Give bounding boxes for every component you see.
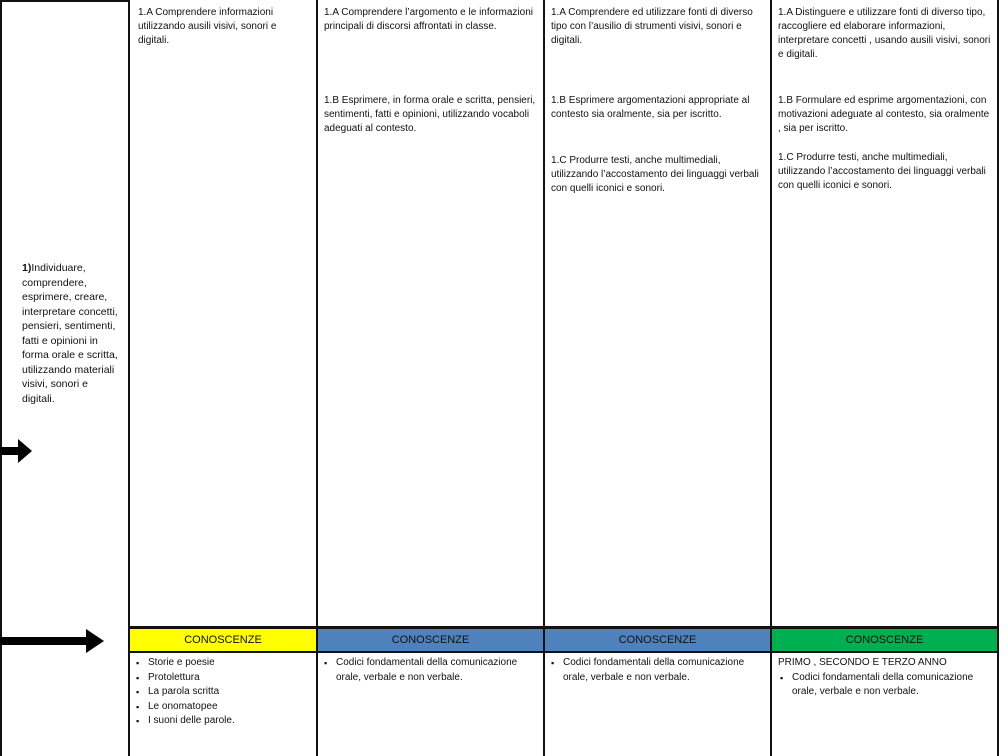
objective-text: 1.A Comprendere ed utilizzare fonti di diverso tipo con l’ausilio di strumenti visivi, sonori e digitali.: [551, 7, 753, 46]
arrow-right-icon: [0, 439, 34, 463]
knowledge-list: [549, 656, 767, 685]
knowledge-list: [322, 656, 540, 685]
objective-text: 1.B Esprimere, in forma orale e scritta, pensieri, sentimenti, fatti e opinioni, utilizzando vocaboli adeguati al contesto.: [324, 95, 536, 134]
grid-line: [0, 0, 128, 2]
knowledge-header: CONOSCENZE: [129, 628, 317, 652]
knowledge-header: CONOSCENZE: [771, 628, 998, 652]
list-item: ▪ La parola scritta: [134, 685, 312, 700]
objective-text: 1.A Comprendere informazioni utilizzando ausili visivi, sonori e digitali.: [138, 7, 277, 46]
list-item: ▪ I suoni delle parole.: [134, 714, 312, 729]
list-item: ▪ Protolettura: [134, 671, 312, 686]
list-item: ▪ Storie e poesie: [134, 656, 312, 671]
list-item: ▪ Codici fondamentali della comunicazione orale, verbale e non verbale.: [778, 671, 996, 700]
objective-text: 1.A Distinguere e utilizzare fonti di diverso tipo, raccogliere ed elaborare informazioni, interpretare concetti , usando ausili visivi, sonori e digitali.: [778, 7, 991, 60]
knowledge-list: [778, 656, 996, 700]
objective-text: 1.C Produrre testi, anche multimediali, utilizzando l’accostamento dei linguaggi verbali con quelli iconici e sonori.: [551, 155, 759, 194]
objective-text: 1.B Formulare ed esprime argomentazioni, con motivazioni adeguate al contesto, sia oralmente , sia per iscritto.: [778, 95, 990, 134]
competence-number: 1): [22, 262, 32, 274]
list-item: ▪ Codici fondamentali della comunicazione orale, verbale e non verbale.: [549, 656, 767, 685]
arrow-right-icon: [0, 629, 106, 653]
list-item: ▪ Codici fondamentali della comunicazione orale, verbale e non verbale.: [322, 656, 540, 685]
knowledge-list: [134, 656, 312, 729]
objective-text: 1.B Esprimere argomentazioni appropriate al contesto sia oralmente, sia per iscritto.: [551, 95, 750, 120]
knowledge-header: CONOSCENZE: [544, 628, 771, 652]
objective-text: 1.C Produrre testi, anche multimediali, utilizzando l’accostamento dei linguaggi verbali con quelli iconici e sonori.: [778, 152, 986, 191]
knowledge-header: CONOSCENZE: [317, 628, 544, 652]
competence-label: 1)Individuare, comprendere, esprimere, creare, interpretare concetti, pensieri, sentimenti, fatti e opinioni in forma orale e scritta, utilizzando materiali visivi, sonori e digitali.: [22, 262, 118, 405]
list-item: ▪ Le onomatopee: [134, 700, 312, 715]
objective-text: 1.A Comprendere l’argomento e le informazioni principali di discorsi affrontati in classe.: [324, 7, 533, 32]
knowledge-title: PRIMO , SECONDO E TERZO ANNO: [778, 657, 947, 668]
